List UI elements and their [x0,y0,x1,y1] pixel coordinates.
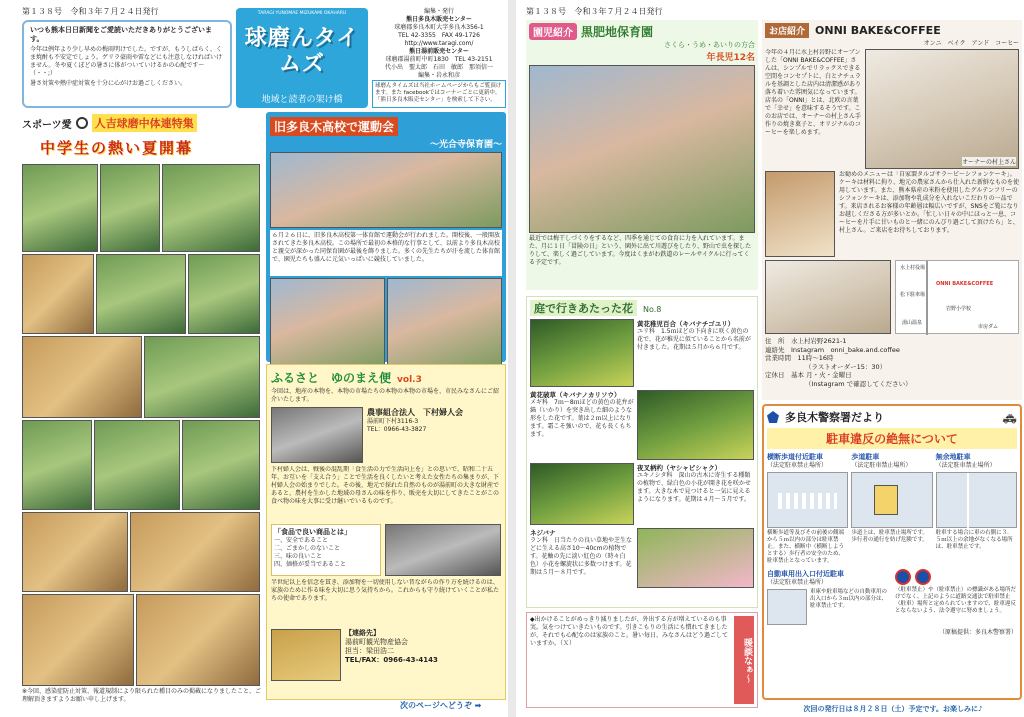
shop-label: お店紹介 [765,23,809,38]
photo-baseball-4 [182,420,260,510]
ball-icon [76,117,88,129]
nursery-caption: 最近では梅干しづくりをするなど、四季を通じての食育に力を入れています。また、月に１日「冒険の日」という、園外に出て川遊びをしたり、野山で虫を探したりして、楽しく過ごしています。今度はくまがわ鉄道のレールサイクルに行ってくる予定です。 [529,235,752,266]
publisher-tel: TEL 42-3355 FAX 49-1726 [398,32,480,39]
masthead-title: 球磨んタイムズ [244,26,360,77]
police-credit: （原稿提供：多良木警察署） [938,629,1017,636]
furusato-closing: 半世紀以上を信念を貫き、添加物を一切使用しない昔ながらの作り方を続けるのは、家族のために作る味を大切に思う気持ちから。これからも守り続けていくことが私たちの使命であります。 [271,579,500,602]
flowers-article [526,296,758,608]
flower-1-name: 黄花稚児百合（キバナチゴユリ） [637,320,735,328]
sports-header [22,112,260,134]
issue-header-left [22,6,159,17]
nursery-article [526,20,758,290]
furusato-list-1: 一、安全であること [274,537,329,544]
photo-soccer-1 [96,254,186,334]
sports-tag: 人吉球磨中体連特集 [92,114,197,132]
flower-3-text: ユキノシタ科 深山の古木に寄生する種類の植物で、緑白色の小花が開き花を咲かせます。大きな木で見つけると一気に見えるようになります。花期は４月〜５月です。 [637,472,751,503]
photo-furusato-old [271,407,363,463]
police-sign-1-text: 横断歩道等及びその前後の側端から５ｍ以内の部分は駐車禁止。また、横断中（横断しようとする）歩行者の安全のため、駐車禁止となっています。 [767,530,845,564]
crosswalk-diagram [767,472,848,528]
no-parking-sign-icon [895,569,911,585]
photo-furusato-product [271,629,341,681]
shop-article [762,20,1022,400]
publisher-label: 編集・発行 [423,8,454,15]
police-sign-1-sub: （法定駐車禁止場所） [767,462,828,469]
publisher-address: 球磨郡多良木町大字多良木356-1 [394,24,484,31]
furusato-contact-org: 湯前町観光物産協会 [345,638,408,646]
police-car-icon: 🚓 [1002,410,1017,424]
publisher-editor: 編集・岩永和彦 [417,72,460,79]
masthead-logo-top: TARAGI YUNOMAE MIZUKAMI OKAHARU [257,11,347,16]
issue-header-right [526,6,663,17]
sports-headline: 中学生の熱い夏開幕 [40,139,194,157]
furusato-org-name: 農事組合法人 下村婦人会 [367,408,463,417]
furusato-list-2: 二、ごまかしのないこと [274,545,341,552]
issue-number: 第１３８号 [22,7,62,16]
shop-holiday-note: （Instagram で確認してください） [805,379,912,388]
photo-sports-day-1 [270,152,502,228]
right-page [516,0,1024,717]
police-sign-1-title: 横断歩道付近駐車 [767,453,823,461]
photo-sports-day-3 [387,278,502,370]
shop-last-order: （ラストオーダー15：30） [805,362,887,371]
shop-holiday-label: 定休日 [765,371,785,379]
issue-number-right: 第１３８号 [526,7,566,16]
photo-shop-interior [765,260,891,334]
sidewalk-diagram [851,472,932,528]
furusato-contact-person: 担当：梁田浩二 [345,647,394,655]
photo-furusato-members [385,524,501,576]
sports-footnote: ※今回、感染症防止対策、報道規制により限られた種目のみの掲載になりましたこと、ご理解頂きますようお願い申し上げます。 [22,688,262,703]
police-sign-3-title: 無余地駐車 [935,453,971,461]
photo-flower-nejibana [637,528,754,588]
next-page-label: 次のページへどうぞ [400,701,472,710]
notice-box [372,80,506,108]
police-sign-2-sub: （法定駐車禁止場所） [851,462,912,469]
sports-day-text: ６月２６日に、旧多良木高校第一体育館で運動会が行われました。開校後、一般開放されてきた多良木高校。この場所で最初の本格的な行事として、以前より多良木高校と親交が深かった同保育園が最後を飾りました。多くの先生たちが汗を流した体育館で、園児たちも盛んに元気いっぱいに競技していました。 [270,230,502,276]
flowers-title: 庭で行きあたった花 [530,300,637,316]
flower-2-text: メギ科 7ｍ〜8ｍほどの黄色の花弁が錨（いかり）を突き出した細のような形をした花です。葉は２ｍ以上になります。霜こそ強いので、花も長くもちます。 [530,399,634,438]
photo-baseball-2 [22,420,92,510]
next-page-link[interactable] [400,700,481,711]
shop-text-2: お勧めのメニューは「自家製タルゴサラ〜ビ〜シフォンケーキ」。ケーキは材料に拘り、地元の農家さんから仕入れた新鮮なものを使用しています。また、熊本県産の米粉を使用したグルテンフリーのシフォンケーキは、添加物や乳成分を入れないこだわりの一品です。来店されるお客様の年齢層は幅広いですが、SNSをご覧になりお越しくださる方が多いとか。「忙しい日々の中にほっと一息、コーヒーを片手に甘いものと一緒にのんびり過ごして頂けたら」と、村上さん。ご来店をお待ちしております。 [839,171,1019,234]
police-sign-2-title: 歩道駐車 [851,453,880,461]
no-stopping-sign-icon [915,569,931,585]
furusato-title: ふるさと ゆのまえ便 [271,371,392,385]
photo-soccer-3 [144,336,260,418]
shop-holiday: 基本 月・火・金曜日 [791,371,852,379]
furusato-org-tel: TEL：0966-43-3827 [367,426,427,433]
police-badge-icon [767,411,779,423]
shop-caption: オーナーの村上さん [961,159,1016,166]
publisher-name: 熊日多良木販売センター [406,16,472,23]
flower-4-name: ネジバナ [530,529,556,537]
photo-soccer-2 [188,254,260,334]
publisher-info [372,8,506,78]
flower-2-name: 黄花破草（キバナノカリソウ） [530,391,621,399]
police-sign-2-text: 歩道上は、駐車禁止場所です。歩行者の通行を妨げ危険です。 [851,530,928,543]
photo-sports-day-2 [270,278,385,370]
issue-date-right: 令和３年７月２４日発行 [574,7,663,16]
furusato-contact-title: 【連絡先】 [345,629,380,637]
photo-basketball [22,254,94,334]
furusato-article [266,364,506,700]
masthead-subtitle: 地域と読者の架け橋 [261,95,343,105]
nursery-classes: さくら・うめ・あいりの方合 [664,41,755,49]
chat-title: 暖談なぁ〜 [734,616,754,704]
photo-baseball-team [162,164,260,252]
greeting-line-2: 今年は例年より少し早めの梅雨明けでした。ですが、もうしばらく、くま焼酎も不安定でしょう。ゲリラ豪雨や雷などにも注意しなければいけません。冬や夏くぼどの暑さに体がついていけるかの心配です〜（・・;） [30,46,223,77]
next-issue-notice: 次回の発行日は８月２８日（土）予定です。お楽しみに♪ [803,705,983,713]
publisher-url[interactable]: http://www.taragi.com/ [404,40,474,47]
sports-day-subtitle: 〜光合寺保育園〜 [429,140,502,150]
greeting-box [22,20,232,108]
furusato-vol: vol.3 [397,375,422,385]
photo-flower-kibana-chigoyuri [530,319,634,387]
shop-address-row [765,337,1019,346]
photo-flower-kibana-ikarisou [637,390,754,460]
flower-3-name: 夜叉柄杓（ヤシャビシャク） [637,464,722,472]
publisher-staff: 代小出 聖太郎 石田 敏郎 那須信一 [384,64,493,71]
chat-text: ◆出かけることがめっきり減りましたが、外出する方が増えているのも事実。気をつけていきたいものです。引きこもりの生活にも慣れてきましたが、それでも心配なのは家族のこと。暑い毎日、みなさんはどう過ごしていますか。（Ｘ） [530,616,729,647]
flower-4-text: ラン科 日当たりの良い草地や芝生などに生える高さ10〜40cmの植物です。花軸の先に淡い紅色の（時々白色）小花を螺旋状に多数つけます。花期は５月〜８月です。 [530,537,633,576]
shop-hours: 11時〜16時 [797,354,834,362]
map-label-shop: ONNI BAKE&COFFEE [936,281,994,287]
chat-column [526,612,758,708]
entrance-diagram [767,589,807,625]
shop-kana: オンニ ベイク アンド コーヒー [923,40,1019,47]
police-title: 多良木警察署だより [785,411,884,424]
photo-baseball-pitcher [100,164,160,252]
issue-date: 令和３年７月２４日発行 [70,7,159,16]
shop-address: 水上村岩野2621-1 [791,337,847,345]
shop-text: 今年の４月に水上村岩野にオープンした「ONNI BAKE&COFFEE」さんは、シンプルでリラックスできる空間をコンセプトに、白とナチュラルを基調とした店内は清潔感があり落ち着いた雰囲気になっています。店名の「ONNI」とは、北欧の言葉で「幸せ」を意味するそうです。このお店では、オーナーの村上さん手作りの焼き菓子と、オリジナルのコーヒーを楽しめます。 [765,49,861,136]
photo-basketball-4 [22,594,134,686]
map-label-parking: 松下駐車場 [900,292,926,298]
photo-flower-yashabishaku [530,463,634,525]
police-article [762,404,1022,700]
shop-contact-label: 連絡先 [765,345,785,354]
photo-basketball-3 [130,512,260,592]
nursery-name: 黒肥地保育園 [581,25,654,39]
page-gutter [508,0,516,717]
police-sign-3-text: 駐車する場合に車の右側に３．５ｍ以上の余地がなくなる場所は、駐車禁止です。 [935,530,1013,550]
police-sign-3-sub: （法定駐車禁止場所） [935,462,996,469]
photo-shop-owner [865,49,1019,169]
photo-basketball-2 [22,512,128,592]
sports-day-title: 旧多良木高校で運動会 [270,117,398,136]
notice-text: 球磨んタイムズは当社ホームページからもご覧頂けます。また facebookではコーナーごとに更新中。「熊日多良木販売センター」を検索して下さい。 [375,83,502,103]
furusato-body: 下村婦人会は、戦後の混乱期「食生活の力で生活向上を」との思いで、昭和二十五年、お互いを「支え合う」ことで生活を良くしたいと考えた女性たちの集まりが、下村婦人会の始まりでした。その後、地元で採れた自然のものが湯前町の大きな財産であると、農村を生かした地域の母さんの味を作り、販売を大切にしてきたことがこの食べ物の味を大事に受け継いでいるものです。 [271,466,500,505]
no-space-diagram [936,472,1017,528]
greeting-line-3: 暑さ対策や熱中症対策を十分に心がけお過ごしください。 [30,80,187,87]
furusato-contact-tel: TEL/FAX：0966-43-4143 [345,656,438,664]
police-headline: 駐車違反の絶無について [767,428,1017,449]
photo-shop-cake [765,171,835,257]
sports-day-article [266,112,506,362]
map-label-yunoyama: 湯山温泉 [902,320,923,326]
furusato-list-title: 「食品で良い商品とは」 [274,528,351,536]
publisher-branch-address: 球磨郡湯前町中町1830 TEL 43-2151 [385,56,493,63]
shop-map [895,260,1019,334]
photo-volleyball-2 [136,594,260,686]
greeting-line-1: いつも熊本日日新聞をご愛読いただきありがとうございます。 [30,26,212,43]
photo-baseball-batter [22,164,98,252]
shop-holiday-row [765,371,1019,380]
furusato-org-address: 湯前町下村3116-3 [367,418,419,425]
furusato-list-4: 四、価格が妥当であること [274,561,347,568]
police-entrance-text: 車庫や駐車場などの自動車用の出入口から３ｍ以内の部分は、駐車禁止です。 [810,589,888,609]
furusato-intro: 今回は、地産の本物を、本物の市場たちの本物の本物の市場を、市民みなさんにご紹介いたします。 [271,388,500,403]
map-road [926,261,928,335]
left-page [0,0,508,717]
nursery-label: 園児紹介 [529,23,577,40]
police-entrance-title: 自動車用出入口付近駐車 [767,570,844,578]
nursery-grade: 年長児12名 [706,53,755,63]
masthead-logo [236,8,368,108]
photo-nursery-group [529,65,755,233]
arrow-right-icon: ➡ [474,701,482,710]
map-label-village-office: 水上村役場 [900,265,926,271]
map-label-school: 岩野小学校 [946,306,972,312]
police-entrance-sub: （法定駐車禁止場所） [767,579,828,586]
shop-name: ONNI BAKE&COFFEE [815,24,941,37]
shop-contact[interactable]: Instagram onni_bake.and.coffee [791,345,900,354]
photo-volleyball [22,336,142,418]
shop-address-label: 住 所 [765,337,785,345]
sports-label: スポーツ愛 [22,119,72,131]
shop-contact-row [765,346,1019,355]
flowers-no: No.8 [643,305,662,314]
flower-1-text: ユリ科 1.5ｍほどの下向きに咲く黄色の花で、花が稚児に似ていることから名前が付きました。花期は５月から６月です。 [637,328,751,351]
shop-hours-row [765,354,1019,363]
publisher-branch: 熊日湯前販売センター [409,48,469,55]
photo-baseball-3 [94,420,180,510]
shop-hours-label: 営業時間 [765,354,791,362]
furusato-list-3: 三、味の良いこと [274,553,323,560]
map-label-dam: 市房ダム [978,324,999,330]
police-marks-text: （駐車禁止）や（駐車禁止）の標識がある場所だけでなく、上記のように道路交通法で駐車禁止（駐車）場所と定められていますので、駐車違反とならないよう、法令遵守に努めましょう。 [895,587,1017,614]
